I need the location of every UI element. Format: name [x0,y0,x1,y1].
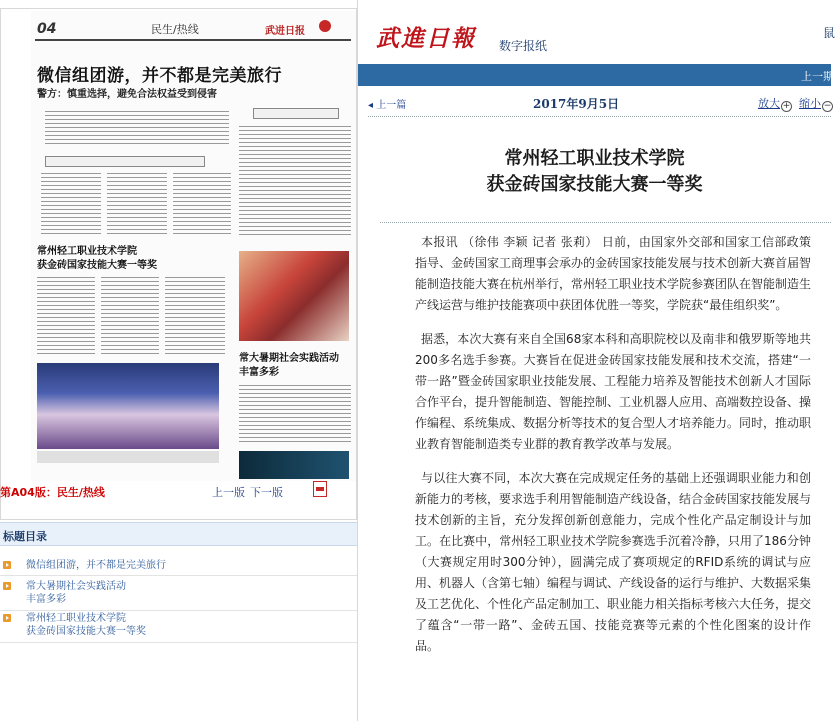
thumbnail-text-block [107,173,167,235]
toc-item[interactable] [0,612,357,640]
plus-icon: + [782,101,791,111]
thumbnail-text-block [37,277,95,357]
thumbnail-stage-photo [37,363,219,449]
prev-issue-link[interactable]: 上一期 [801,70,834,83]
toc-item[interactable] [0,559,357,573]
pdf-icon[interactable] [313,481,327,497]
thumbnail-logo: 武进日报 [265,26,305,37]
zoom-out-label: 缩小 [799,97,821,110]
divider [368,116,831,117]
headline-line-1: 常州轻工职业技术学院 [504,148,685,169]
headline-line-2: 获金砖国家技能大赛一等奖 [486,174,703,195]
thumbnail-text-block [101,277,159,357]
masthead [358,0,835,64]
thumbnail-header [31,11,356,39]
zoom-in-button[interactable] [758,95,792,112]
page-caption: 第A04版：民生/热线 [0,486,105,499]
thumbnail-text-block [239,385,351,445]
toc-item-label[interactable]: 常州轻工职业技术学院 获金砖国家技能大赛一等奖 [26,613,146,637]
thumbnail-box [253,108,339,119]
article-headline [358,146,831,198]
prev-page-link[interactable]: 上一版 [212,486,245,499]
toc-header [0,522,357,546]
toc-item[interactable] [0,580,357,608]
article-panel [357,0,835,721]
page-thumbnail[interactable] [31,11,356,481]
minus-icon: − [823,101,832,111]
thumbnail-text-block [45,111,229,147]
thumbnail-third-headline[interactable]: 常大暑期社会实践活动 丰富多彩 [239,353,339,378]
toc-item-label[interactable]: 微信组团游，并不都是完美旅行 [26,560,166,571]
divider [0,610,357,611]
divider [0,642,357,643]
thumbnail-page-number: 04 [37,21,57,37]
thumbnail-caption [37,451,219,463]
zoom-in-label: 放大 [758,97,780,110]
divider [0,575,357,576]
article-body [415,232,811,670]
zoom-out-button[interactable] [799,95,833,112]
bullet-icon [3,614,11,622]
thumbnail-lead-subheadline: 警方：慎重选择，避免合法权益受到侵害 [37,89,217,100]
left-panel [0,0,357,721]
thumbnail-box [45,156,205,167]
article-paragraph: 本报讯 （徐伟 李颖 记者 张莉） 日前，由国家外交部和国家工信部政策指导、金砖国家工商理事会承办的金砖国家技能发展与技术创新大赛首届智能制造技能大赛在杭州举行，常州轻工职业技术学院参赛团队在智能制造生产线运营与维护技能赛项中获团体优胜一等奖，学院获“最佳组织奖”。 [415,235,812,312]
thumbnail-section: 民生/热线 [151,23,199,36]
thumbnail-text-block [239,126,351,238]
article-toolbar [358,92,831,114]
masthead-right-text: 鼠 [823,26,835,40]
brand-subtitle: 数字报纸 [499,39,548,53]
prev-article-link[interactable]: ◂ 上一篇 [368,100,407,111]
toc-title: 标题目录 [3,530,47,543]
thumbnail-second-headline[interactable]: 常州轻工职业技术学院 获金砖国家技能大赛一等奖 [37,246,157,271]
thumbnail-text-block [173,173,231,235]
newspaper-page-preview[interactable] [0,8,357,520]
thumbnail-text-block [41,173,101,235]
toc-item-label[interactable]: 常大暑期社会实践活动 丰富多彩 [26,581,126,605]
thumbnail-rule [35,39,351,41]
thumbnail-lead-headline[interactable]: 微信组团游，并不都是完美旅行 [37,66,282,86]
article-paragraph: 据悉，本次大赛有来自全国68家本科和高职院校以及南非和俄罗斯等地共200多名选手参赛。大赛旨在促进金砖国家技能发展和技术交流，搭建“一带一路”暨金砖国家职业技能发展、工程能力培养及智能技术创新人才国际合作平台，提升智能制造、智能控制、工业机器人应用、高端数控设备、操作编程、系统集成、数据分析等技术的复合型人才培养能力。同时，推动职业教育智能制造类专业群的教育教学改革与发展。 [415,332,812,451]
bullet-icon [3,561,11,569]
next-page-link[interactable]: 下一版 [250,486,283,499]
brand-logo[interactable]: 武進日報 [376,25,476,52]
issue-date: 2017年9月5日 [533,97,620,111]
thumbnail-photo [239,251,349,341]
thumbnail-text-block [165,277,225,357]
divider [380,222,831,223]
thumbnail-logo-mark [319,20,331,32]
thumbnail-ad [239,451,349,479]
navbar [358,64,834,86]
article-paragraph: 与以往大赛不同，本次大赛在完成规定任务的基础上还强调职业能力和创新能力的考核，要求选手利用智能制造产线设备，结合金砖国家技能发展与技术创新的主旨，充分发挥创新创意能力，完成个性化产品定制设计与加工。在比赛中，常州轻工职业技术学院参赛选手沉着冷静，只用了186分钟（大赛规定用时300分钟），圆满完成了赛项规定的RFID系统的调试与应用、机器人（含第七轴）编程与调试、产线设备的运行与维护、大数据采集及工艺优化、个性化产品定制加工、职业能力相关指标考核六大任务，提交了蕴含“一带一路”、金砖五国、技能竞赛等元素的个性化图案的设计作品。 [415,471,812,653]
bullet-icon [3,582,11,590]
